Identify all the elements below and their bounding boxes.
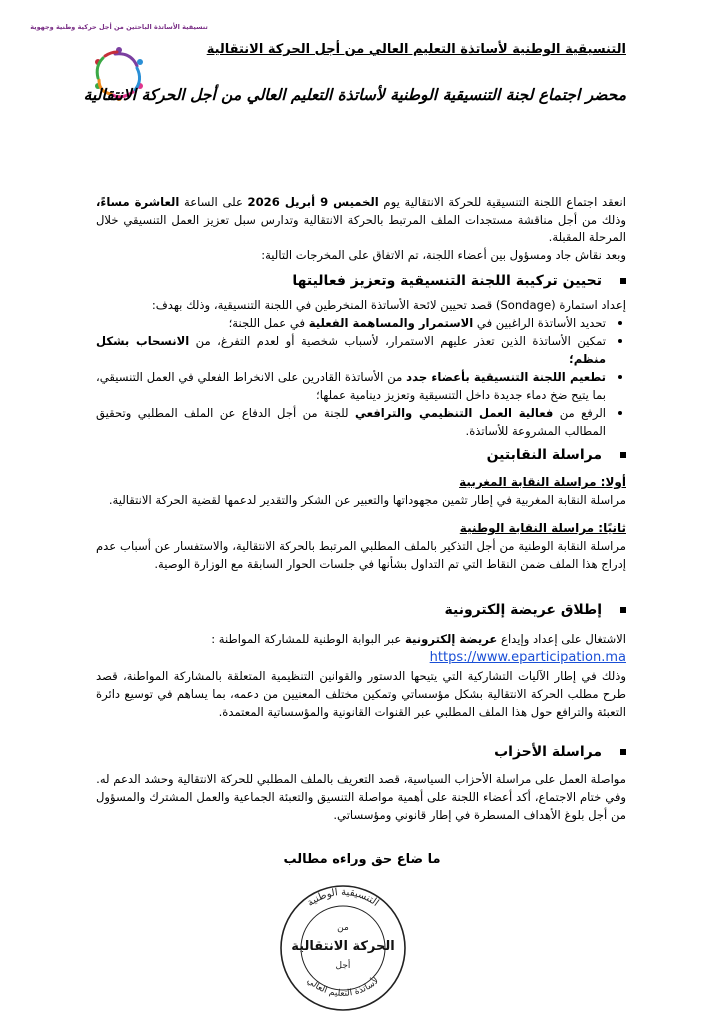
list-item: تطعيم اللجنة التنسيقية بأعضاء جدد من الأساتذة القادرين على الانخراط الفعلي في العمل التنسيقي، بما يتيح ضخ دماء جديدة داخل التنسيقية وتعزيز دينامية عملها؛ [96,368,626,404]
section-3-body: الاشتغال على إعداد وإيداع عريضة إلكترونية عبر البوابة الوطنية للمشاركة المواطنة : https://www.eparticipation.ma وذلك في إطار الآليات التشاركية التي يتيحها الدستور والقوانين التنظيمية المتعلقة بالمشاركة المواطنة، قصد طرح مطلب الحركة الانتقالية بشكل مؤسساتي وتمكين مختلف المعنيين من دعمه، بما يساهم في توسيع دائرة التعبئة والترافع حول هذا الملف المطلبي عبر القنوات القانونية والمؤسساتية المعتمدة. [96,632,626,719]
section-4-body: مواصلة العمل على مراسلة الأحزاب السياسية، قصد التعريف بالملف المطلبي للحركة الانتقالية وحشد الدعم له. وفي ختام الاجتماع، أكد أعضاء اللجنة على أهمية مواصلة التنسيق والتعبئة الجماعية والعمل المشترك والمسؤول من أجل بلوغ الأهداف المسطرة في إطار قانوني ومؤسساتي. [96,772,626,822]
section-2-heading: مراسلة النقابتين [487,447,626,463]
square-bullet-icon [620,749,626,755]
eparticipation-link[interactable]: https://www.eparticipation.ma [429,650,626,665]
stamp-ajl-text: أجل [335,961,351,971]
official-stamp [268,870,418,1020]
svg-text:تنسيقية الأساتذة الباحثين من أ [30,22,208,31]
list-item: الرفع من فعالية العمل التنظيمي والترافعي للجنة من أجل الدفاع عن الملف المطلبي وتحقيق المطالب المشروعة للأساتذة. [96,404,626,440]
section-1-body: إعداد استمارة (Sondage) قصد تحيين لائحة الأساتذة المنخرطين في اللجنة التنسيقية، وذلك بهدف: تحديد الأساتذة الراغبين في الاستمرار والمساهمة الفعلية في عمل اللجنة؛ تمكين الأساتذة الذين تعذر عليهم الاستمرار، لأسباب شخصية أو لعدم التفرغ، من الانسحاب بشكل منظم؛ تطعيم اللجنة التنسيقية بأعضاء جدد من الأساتذة القادرين على الانخراط الفعلي في العمل التنسيقي، بما يتيح ضخ دماء جديدة داخل التنسيقية وتعزيز دينامية عملها؛ الرفع من فعالية العمل التنظيمي والترافعي للجنة من أجل الدفاع عن الملف المطلبي وتحقيق المطالب المشروعة للأساتذة. [96,298,626,438]
organization-title: التنسيقية الوطنية لأساتذة التعليم العالي من أجل الحركة الانتقالية [206,42,626,57]
section-3-heading: إطلاق عريضة إلكترونية [445,602,626,618]
square-bullet-icon [620,452,626,458]
section-1-heading: تحيين تركيبة اللجنة التنسيقية وتعزيز فعاليتها [292,273,626,289]
intro-agreement: وبعد نقاش جاد ومسؤول بين أعضاء اللجنة، تم الاتفاق على المخرجات التالية: [261,247,626,262]
square-bullet-icon [620,607,626,613]
sub-heading-1: أولا: مراسلة النقابة المغربية [459,475,626,489]
logo-text: تنسيقية الأساتذة الباحثين من أجل حركية وطنية وجهوية [30,23,208,31]
stamp-top-text: التنسيقية الوطنية [305,886,381,909]
list-item: تمكين الأساتذة الذين تعذر عليهم الاستمرار، لأسباب شخصية أو لعدم التفرغ، من الانسحاب بشكل منظم؛ [96,332,626,368]
stamp-main-text: الحركة الانتقالية [291,939,395,954]
section-2-body: أولا: مراسلة النقابة المغربية مراسلة النقابة المغربية في إطار تثمين مجهوداتها والتعبير عن الشكر والتقدير لدعمها لقضية الحركة الانتقالية. ثانيًا: مراسلة النقابة الوطنية مراسلة النقابة الوطنية من أجل التذكير بالملف المطلبي المرتبط بالحركة الانتقالية، والاستفسار عن أسباب عدم إدراج هذا الملف ضمن النقاط التي تم التداول بشأنها في جلسات الحوار السابقة مع الوزارة الوصية. [96,475,626,571]
stamp-min-text: من [337,923,349,933]
list-item: تحديد الأساتذة الراغبين في الاستمرار والمساهمة الفعلية في عمل اللجنة؛ [96,314,626,332]
square-bullet-icon [620,278,626,284]
svg-text:لأساتذة التعليم العالي [305,975,381,999]
section-4-heading: مراسلة الأحزاب [494,744,626,760]
closing-motto: ما ضاع حق وراءه مطالب [283,852,441,867]
document-title: محضر اجتماع لجنة التنسيقية الوطنية لأساتذة التعليم العالي من أجل الحركة الانتقالية [83,86,626,104]
intro-paragraph: انعقد اجتماع اللجنة التنسيقية للحركة الانتقالية يوم الخميس 9 أبريل 2026 على الساعة العاشرة مساءً، وذلك من أجل مناقشة مستجدات الملف المرتبط بالحركة الانتقالية وتدارس سبل تعزيز العمل التنسيقي خلال المرحلة المقبلة. وبعد نقاش جاد ومسؤول بين أعضاء اللجنة، تم الاتفاق على المخرجات التالية: [96,194,626,264]
stamp-bottom-text: لأساتذة التعليم العالي [304,975,382,999]
sub-heading-2: ثانيًا: مراسلة النقابة الوطنية [459,521,626,535]
